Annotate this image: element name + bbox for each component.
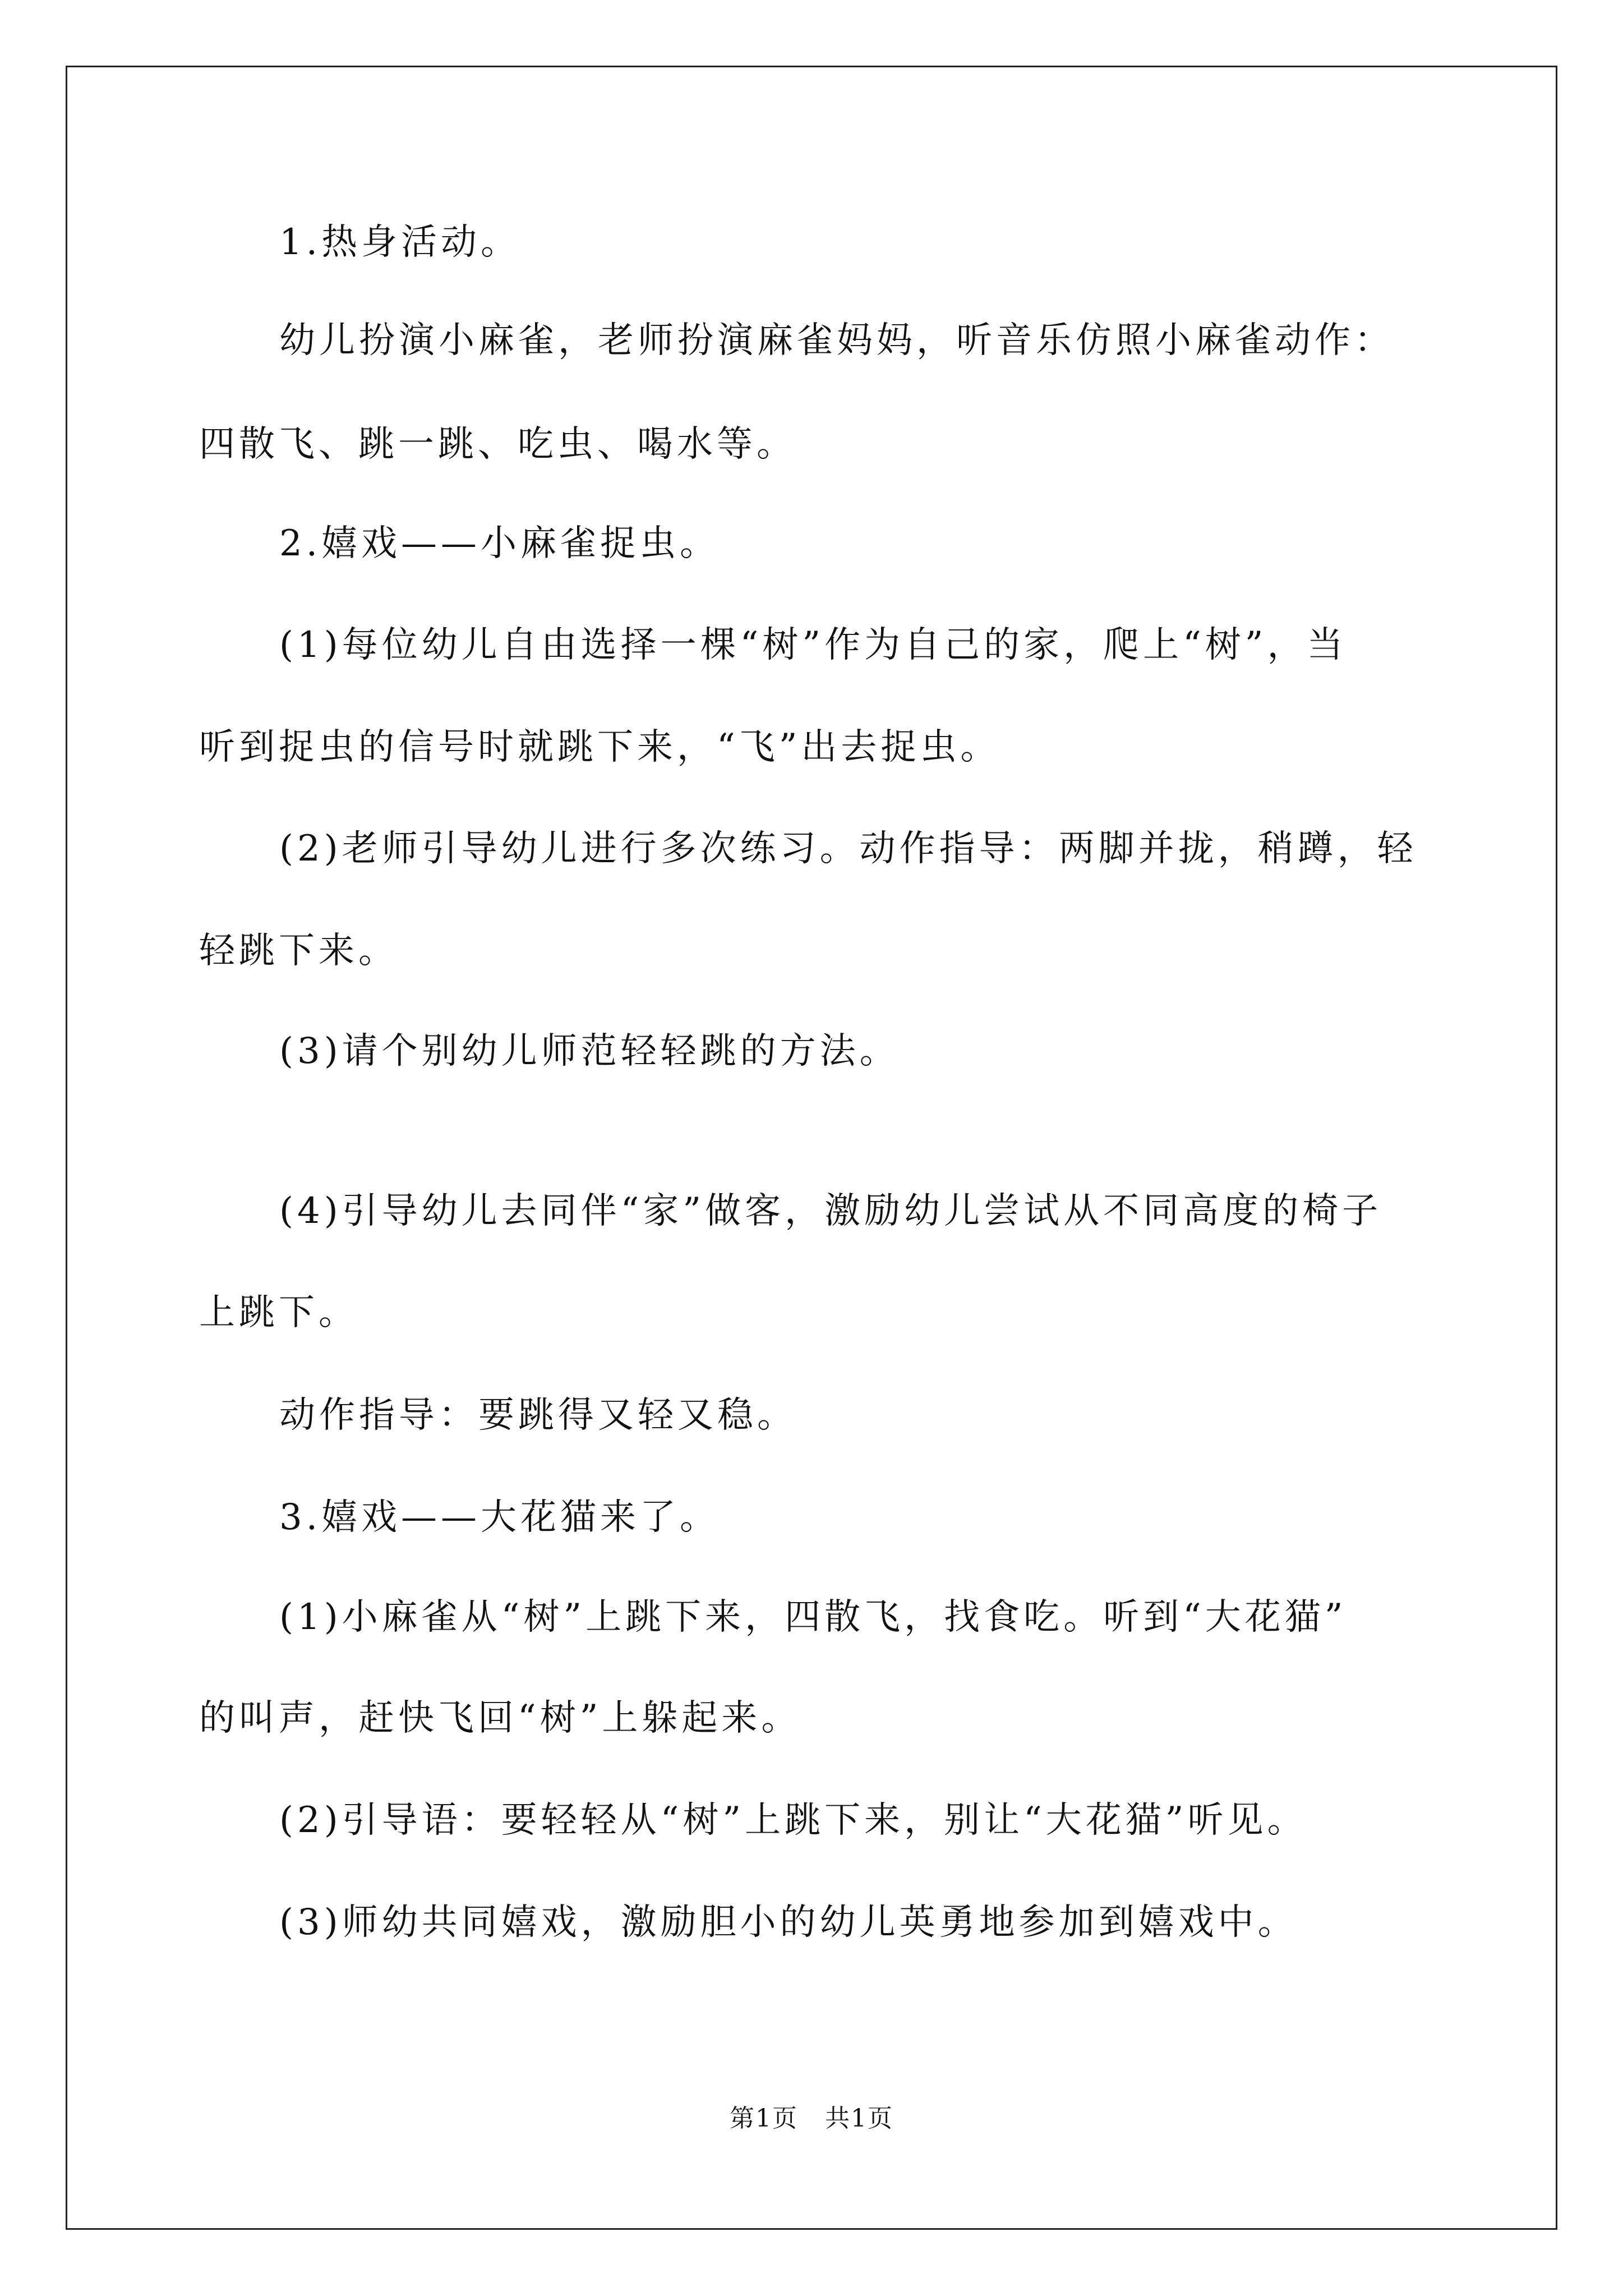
paragraph-line: (1)小麻雀从“树”上跳下来，四散飞，找食吃。听到“大花猫” (279, 1596, 1347, 1638)
paragraph-line: 的叫声，赶快飞回“树”上躲起来。 (199, 1697, 801, 1739)
paragraph-line: 上跳下。 (199, 1292, 358, 1333)
paragraph-line: (3)师幼共同嬉戏，激励胆小的幼儿英勇地参加到嬉戏中。 (279, 1902, 1298, 1943)
paragraph-line: (3)请个别幼儿师范轻轻跳的方法。 (279, 1030, 900, 1072)
paragraph-line: 幼儿扮演小麻雀，老师扮演麻雀妈妈，听音乐仿照小麻雀动作： (279, 320, 1394, 361)
heading-game-big-cat: 3.嬉戏——大花猫来了。 (279, 1497, 720, 1538)
paragraph-line: 四散飞、跳一跳、吃虫、喝水等。 (199, 424, 796, 465)
heading-game-catch-bugs: 2.嬉戏——小麻雀捉虫。 (279, 523, 720, 564)
paragraph-line: (4)引导幼儿去同伴“家”做客，激励幼儿尝试从不同高度的椅子 (279, 1190, 1382, 1232)
paragraph-line: (2)引导语：要轻轻从“树”上跳下来，别让“大花猫”听见。 (279, 1800, 1307, 1841)
paragraph-line: (2)老师引导幼儿进行多次练习。动作指导：两脚并拢，稍蹲，轻 (279, 828, 1417, 869)
paragraph-line: (1)每位幼儿自由选择一棵“树”作为自己的家，爬上“树”，当 (279, 624, 1347, 666)
paragraph-line: 动作指导：要跳得又轻又稳。 (279, 1395, 797, 1436)
paragraph-line: 听到捉虫的信号时就跳下来，“飞”出去捉虫。 (199, 726, 1000, 768)
page-number-footer: 第1页 共1页 (730, 2104, 893, 2133)
heading-warmup: 1.热身活动。 (279, 222, 521, 263)
paragraph-line: 轻跳下来。 (199, 930, 398, 972)
